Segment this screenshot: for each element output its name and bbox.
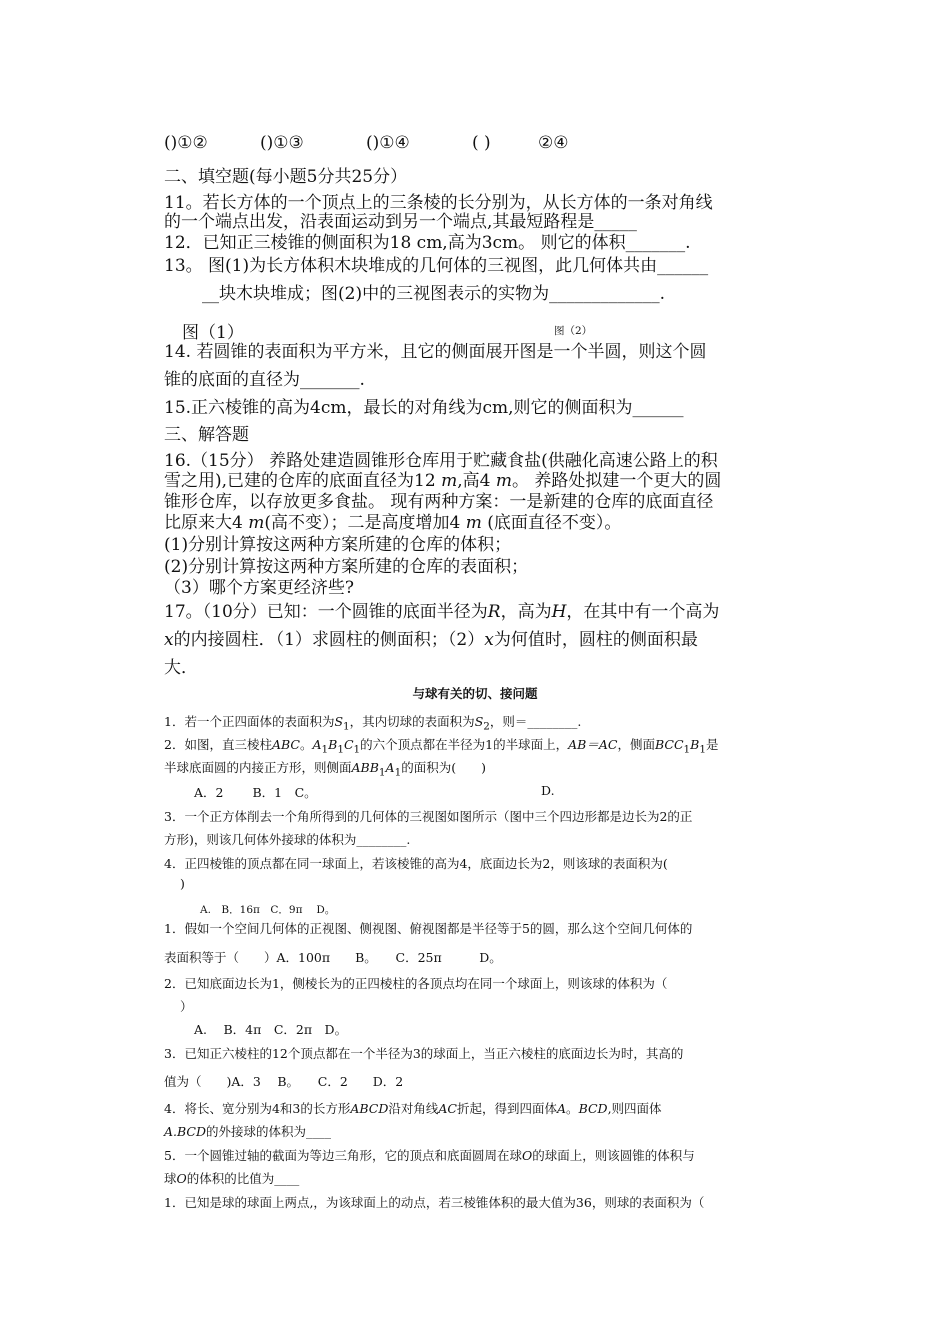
q12: 12．已知正三棱锥的侧面积为18 cm,高为3cm。 则它的体积_______. [164, 233, 691, 253]
section-2-heading: 二、填空题(每小题5分共25分） [164, 167, 408, 187]
choice-b: ()①③ [260, 133, 304, 153]
top-choices [164, 133, 568, 153]
choice-c: ()①④ [366, 133, 410, 153]
p2-line-1: 2．如图，直三棱柱ABC。$A_1B_1C_1$的六个顶点都在半径为1的半球面上，AB＝AC，侧面$BCC_1B_1$是 [164, 737, 719, 756]
r3-line-1: 3．已知正六棱柱的12个顶点都在一个半径为3的球面上，当正六棱柱的底面边长为时，其高的 [164, 1046, 684, 1061]
r3-line-2: 值为（ )A．3 B。 C．2 D．2 [164, 1074, 404, 1089]
r2-line-2: ） [180, 999, 193, 1014]
figure-2-label: 图（2） [554, 325, 593, 337]
p4-line-2: ) [180, 876, 185, 891]
p1: 1．若一个正四面体的表面积为$S_1$，其内切球的表面积为$S_2$，则＝________. [164, 714, 582, 733]
r4-line-1: 4．将长、宽分别为4和3的长方形ABCD沿对角线AC折起，得到四面体A。BCD,则四面体 [164, 1101, 662, 1116]
q16-line-3: 锥形仓库，以存放更多食盐。 现有两种方案：一是新建的仓库的底面直径 [164, 492, 714, 512]
r6: 1．已知是球的球面上两点,，为该球面上的动点，若三棱锥体积的最大值为36，则球的表面积为（ [164, 1195, 705, 1210]
q16-line-2: 雪之用),已建的仓库的底面直径为12 m,高4 m。 养路处拟建一个更大的圆 [164, 471, 722, 491]
p3-line-1: 3．一个正方体削去一个角所得到的几何体的三视图如图所示（图中三个四边形都是边长为2的正 [164, 809, 693, 824]
r5-line-1: 5．一个圆锥过轴的截面为等边三角形，它的顶点和底面圆周在球O的球面上，则该圆锥的体积与 [164, 1148, 695, 1163]
ball-section-heading: 与球有关的切、接问题 [412, 686, 538, 701]
choice-a: ()①② [164, 133, 208, 153]
q16-line-4: 比原来大4 m(高不变）；二是高度增加4 m (底面直径不变）。 [164, 513, 622, 533]
q14-line-2: 锥的底面的直径为_______. [164, 370, 365, 390]
r2-line-1: 2．已知底面边长为1，侧棱长为的正四棱柱的各顶点均在同一个球面上，则该球的体积为（ [164, 976, 668, 991]
choice-e: ②④ [538, 133, 569, 153]
q16-line-1: 16.（15分） 养路处建造圆锥形仓库用于贮藏食盐(供融化高速公路上的积 [164, 451, 718, 471]
r5-line-2: 球O的体积的比值为____ [164, 1171, 300, 1186]
q13-line-1: 13。 图(1)为长方体积木块堆成的几何体的三视图，此几何体共由______ [164, 256, 709, 276]
q11-line-2: 的一个端点出发，沿表面运动到另一个端点,其最短路程是_____ [164, 212, 637, 232]
q17-line-2: x的内接圆柱．（1）求圆柱的侧面积；（2）x为何值时，圆柱的侧面积最 [164, 630, 698, 650]
q17-line-3: 大． [164, 658, 198, 678]
p4-line-1: 4．正四棱锥的顶点都在同一球面上，若该棱锥的高为4，底面边长为2，则该球的表面积为( [164, 856, 668, 871]
section-3-heading: 三、解答题 [164, 425, 249, 445]
q14-line-1: 14. 若圆锥的表面积为平方米，且它的侧面展开图是一个半圆，则这个圆 [164, 342, 707, 362]
q11-line-1: 11。若长方体的一个顶点上的三条棱的长分别为，从长方体的一条对角线 [164, 193, 713, 213]
figure-1-label: 图（1） [182, 323, 244, 343]
q13-line-2: __块木块堆成；图(2)中的三视图表示的实物为_____________. [202, 284, 665, 304]
q16-sub-3: （3）哪个方案更经济些? [164, 578, 354, 598]
r1-line-2: 表面积等于（ ）A．100π B。 C．25π D。 [164, 950, 502, 965]
p2-line-2: 半球底面圆的内接正方形，则侧面$ABB_1A_1$的面积为( ) [164, 760, 486, 779]
q16-sub-1: (1)分别计算按这两种方案所建的仓库的体积； [164, 535, 512, 555]
p2-choice-d: D. [541, 783, 555, 798]
q16-sub-2: (2)分别计算按这两种方案所建的仓库的表面积； [164, 557, 529, 577]
r4-line-2: A.BCD的外接球的体积为____ [164, 1124, 332, 1139]
p3-line-2: 方形)，则该几何体外接球的体积为________. [164, 832, 411, 847]
q17-line-1: 17。（10分）已知：一个圆锥的底面半径为R，高为H，在其中有一个高为 [164, 602, 720, 622]
choice-d: ( ) [472, 133, 491, 153]
r1-line-1: 1．假如一个空间几何体的正视图、侧视图、俯视图都是半径等于5的圆，那么这个空间几何体的 [164, 921, 693, 936]
p2-choices: A．2 B．1 C。 [194, 785, 317, 800]
r2-choices: A. B．4π C．2π D。 [194, 1022, 348, 1037]
p4-choices: A. B．16π C．9π D。 [200, 904, 336, 916]
q15: 15.正六棱锥的高为4cm，最长的对角线为cm,则它的侧面积为______ [164, 398, 684, 418]
